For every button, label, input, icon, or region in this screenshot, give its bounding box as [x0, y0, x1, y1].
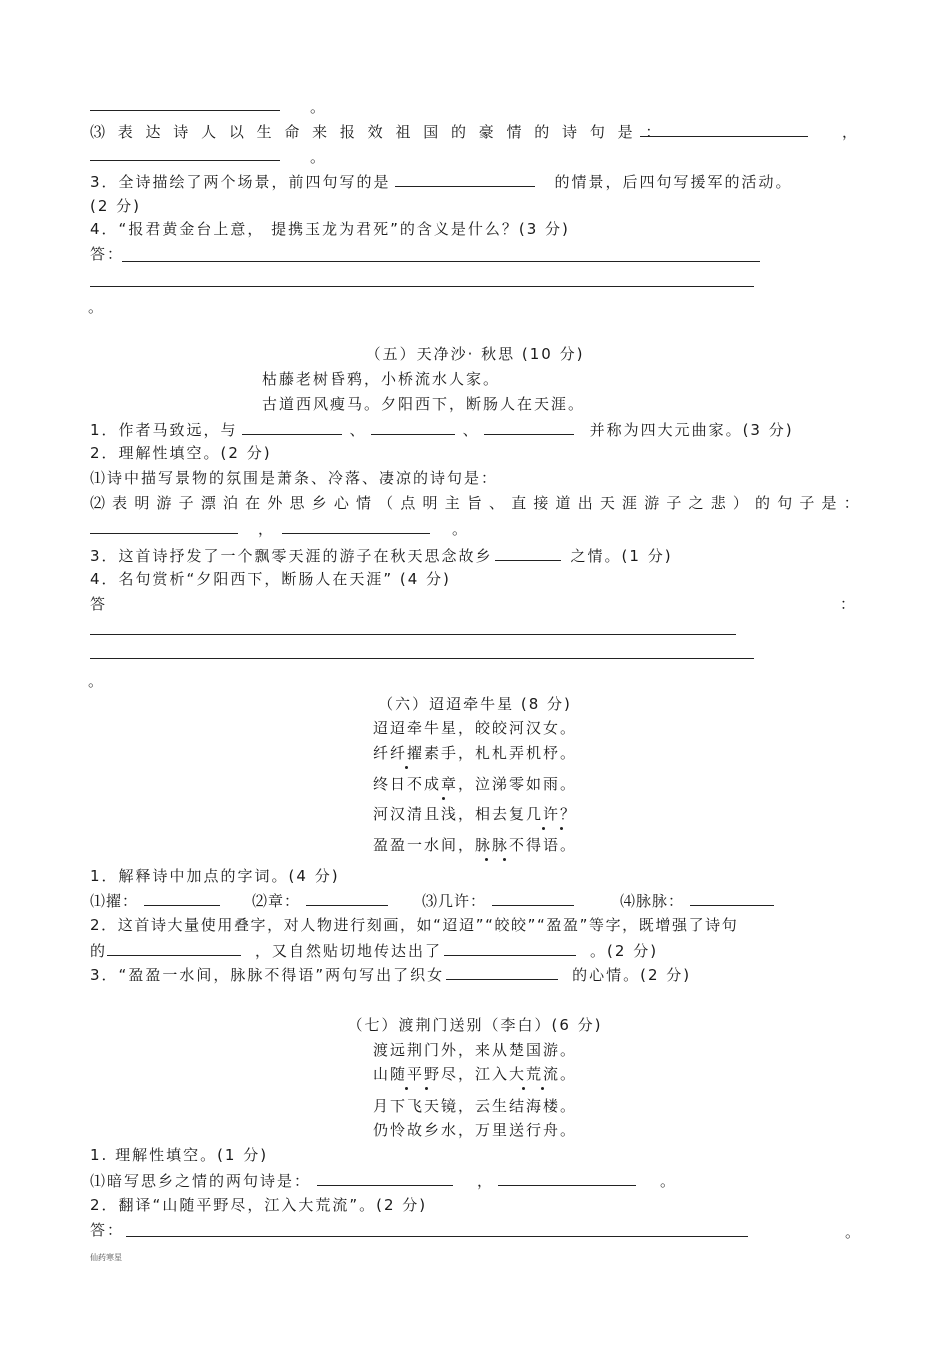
question-text: ⑴暗写思乡之情的两句诗是： [90, 1172, 312, 1190]
answer-blank [144, 890, 220, 906]
separator: 、 [462, 421, 480, 439]
answer-blank [371, 419, 455, 435]
answer-blank [90, 160, 280, 161]
comma-mark: ， [258, 520, 276, 538]
question-text: 的 [90, 942, 108, 960]
answer-label: 答： [90, 245, 125, 263]
item-label: ⑵章： [252, 892, 301, 910]
question-1: 1．解释诗中加点的字词。(4 分) [90, 867, 340, 885]
question-4: 4．“报君黄金台上意， 提携玉龙为君死”的含义是什么？(3 分) [90, 220, 570, 238]
comma-mark: ， [477, 1172, 495, 1190]
question-3 [90, 545, 673, 566]
question-3-scene [90, 171, 793, 192]
answer-blank [640, 136, 808, 137]
period-mark: 。 [88, 672, 106, 690]
answer-blank [395, 171, 535, 187]
question-2b: ⑵ 表 明 游 子 漂 泊 在 外 思 乡 心 情 （ 点 明 主 旨 、 直 接 道 出 天 涯 游 子 之 悲 ） 的 句 子 是 ： [90, 494, 860, 512]
poem-line: 迢迢牵牛星，皎皎河汉女。 [372, 719, 577, 737]
answer-blank [492, 890, 574, 906]
question-text-tail: 之情。(1 分) [570, 547, 673, 565]
question-3-line: ⑶ 表 达 诗 人 以 生 命 来 报 效 祖 国 的 豪 情 的 诗 句 是 ： [90, 123, 665, 141]
points-label: (2 分) [90, 197, 142, 215]
question-4: 4．名句赏析“夕阳西下，断肠人在天涯” (4 分) [90, 570, 451, 588]
poem-line: 渡远荆门外，来从楚国游。 [372, 1041, 577, 1059]
question-1 [90, 419, 794, 440]
section-7-title: （七）渡荆门送别（李白）(6 分) [347, 1016, 603, 1034]
period-mark: 。 [88, 298, 106, 316]
page-footer: 仙药寒星 [90, 1253, 122, 1262]
question-text: 1．作者马致远，与 [90, 421, 238, 439]
question-text: 3．这首诗抒发了一个飘零天涯的游子在秋天思念故乡 [90, 547, 493, 565]
question-2: 2．理解性填空。(2 分) [90, 444, 272, 462]
separator: 、 [349, 421, 367, 439]
answer-blank [444, 940, 576, 956]
question-2: 2．翻译“山随平野尽，江入大荒流”。(2 分) [90, 1196, 428, 1214]
item-label: ⑶几许： [422, 892, 487, 910]
answer-blank [446, 964, 558, 980]
question-1-items [90, 890, 774, 911]
answer-blank [282, 533, 430, 534]
colon-mark: ： [840, 595, 858, 613]
period-mark: 。 [660, 1172, 678, 1190]
question-1a [90, 1170, 677, 1191]
answer-label: 答 [90, 595, 108, 613]
answer-line [126, 1236, 748, 1237]
poem-line: 仍怜故乡水，万里送行舟。 [372, 1121, 577, 1139]
answer-line [90, 658, 754, 659]
emphasis-dot [522, 1087, 525, 1090]
question-text-tail: 并称为四大元曲家。(3 分) [589, 421, 794, 439]
emphasis-dot [405, 766, 408, 769]
answer-blank [306, 890, 388, 906]
answer-blank [495, 545, 561, 561]
poem-line: 山随平野尽，江入大荒流。 [372, 1065, 577, 1083]
question-2a: ⑴诗中描写景物的氛围是萧条、冷落、凄凉的诗句是： [90, 469, 499, 487]
section-6-title: （六）迢迢牵牛星 (8 分) [378, 695, 572, 713]
answer-line [90, 286, 754, 287]
answer-blank [498, 1170, 636, 1186]
item-label: ⑴擢： [90, 892, 139, 910]
poem-line: 河汉清且浅，相去复几许？ [372, 805, 577, 823]
answer-line [122, 261, 760, 262]
answer-blank [90, 533, 238, 534]
question-1: 1. 理解性填空。(1 分) [90, 1146, 269, 1164]
period-mark: 。 [845, 1223, 863, 1241]
period-mark: 。 [310, 98, 328, 116]
comma-mark: ， [842, 123, 860, 141]
answer-blank [107, 940, 241, 956]
period-mark: 。 [452, 520, 470, 538]
emphasis-dot [560, 827, 563, 830]
question-text: 3．全诗描绘了两个场景，前四句写的是 [90, 173, 391, 191]
poem-line: 古道西风瘦马。夕阳西下，断肠人在天涯。 [262, 395, 586, 413]
question-2-line1: 2．这首诗大量使用叠字，对人物进行刻画，如“迢迢”“皎皎”“盈盈”等字，既增强了诗句 [90, 916, 739, 934]
question-text: 。(2 分) [590, 942, 659, 960]
answer-line [90, 634, 736, 635]
emphasis-dot [425, 1087, 428, 1090]
question-text-tail: 的情景，后四句写援军的活动。 [554, 173, 793, 191]
emphasis-dot [542, 827, 545, 830]
question-3 [90, 964, 691, 985]
emphasis-dot [442, 797, 445, 800]
answer-blank [90, 110, 280, 111]
emphasis-dot [541, 1087, 544, 1090]
emphasis-dot [405, 1087, 408, 1090]
item-label: ⑷脉脉： [620, 892, 685, 910]
question-text: 3．“盈盈一水间，脉脉不得语”两句写出了织女 [90, 966, 445, 984]
answer-blank [242, 419, 342, 435]
poem-line: 终日不成章，泣涕零如雨。 [372, 775, 577, 793]
poem-line: 纤纤擢素手，札札弄机杼。 [372, 744, 577, 762]
poem-line: 月下飞天镜，云生结海楼。 [372, 1097, 577, 1115]
section-5-title: （五）天净沙· 秋思 (10 分) [365, 345, 585, 363]
answer-label: 答： [90, 1221, 125, 1239]
question-text-tail: 的心情。(2 分) [572, 966, 692, 984]
answer-blank [690, 890, 774, 906]
answer-blank [317, 1170, 453, 1186]
emphasis-dot [503, 858, 506, 861]
emphasis-dot [485, 858, 488, 861]
question-text: ，又自然贴切地传达出了 [255, 942, 443, 960]
poem-line: 枯藤老树昏鸦，小桥流水人家。 [262, 370, 501, 388]
poem-line: 盈盈一水间，脉脉不得语。 [372, 836, 577, 854]
question-2-line2 [90, 940, 658, 961]
answer-blank [484, 419, 574, 435]
period-mark: 。 [310, 148, 328, 166]
